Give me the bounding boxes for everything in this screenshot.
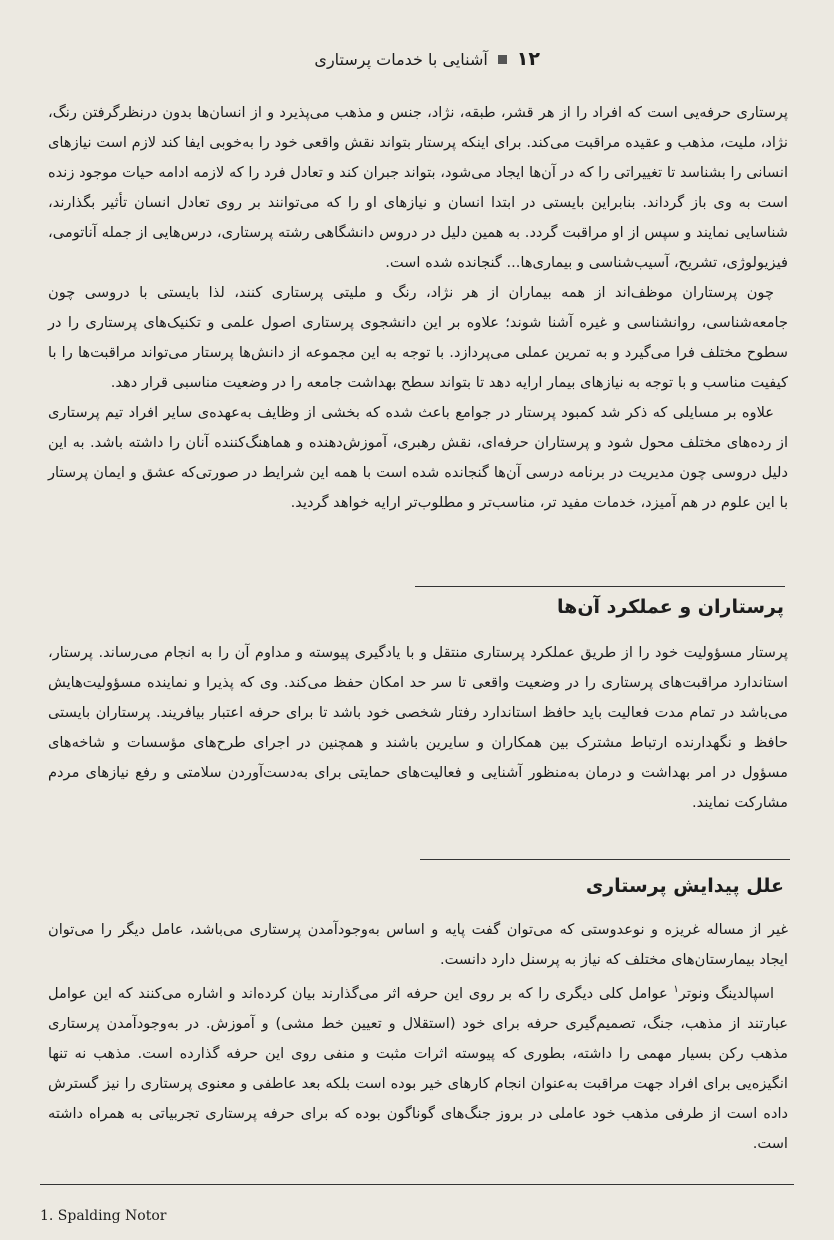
paragraph: علاوه بر مسایلی که ذکر شد کمبود پرستار در جوامع باعث شده که بخشی از وظایف به‌عهده‌ی سایر افراد تیم پرستاری از رده‌های مختلف محول شود و پرستاران حرفه‌ای، نقش رهبری، آموزش‌دهنده و هماهنگ‌کننده آنان را داشته باشد. به این دلیل دروسی چون مدیریت در برنامه درسی آن‌ها گنجانده شده است با همه این شرایط در صورتی‌که عشق و ایمان پرستار با این علوم در هم آمیزد، خدمات مفید تر، مناسب‌تر و مطلوب‌تر ارایه خواهد گردید. bbox=[48, 404, 788, 511]
square-bullet-icon bbox=[498, 55, 507, 64]
page-number: ۱۲ bbox=[516, 48, 540, 70]
paragraph bbox=[48, 975, 788, 1159]
paragraph-text: عوامل کلی دیگری را که بر روی این حرفه اثر می‌گذارند بیان کرده‌اند و اشاره می‌کنند که این عوامل عبارتند از مذهب، جنگ، تصمیم‌گیری حرفه برای خود (استقلال و تعیین خط مشی) و آموزش. در به‌وجودآمدن پرستاری مذهب رکن بسیار مهمی را داشته، بطوری که پیوسته اثرات مثبت و منفی روی این حرفه گذارده است. مذهب نه تنها انگیزه‌یی برای افراد جهت مراقبت به‌عنوان انجام کارهای خیر بوده است بلکه بعد عاطفی و معنوی پرستاری را نیز گسترش داده است از طرفی مذهب خود عاملی در بروز جنگ‌های گوناگون بوده که برای حرفه پرستاری تجربیاتی به همراه داشته است. bbox=[48, 984, 788, 1152]
section-1-text bbox=[48, 638, 788, 818]
paragraph: پرستار مسؤولیت خود را از طریق عملکرد پرستاری منتقل و با یادگیری پیوسته و مداوم آن را به انجام می‌رساند. پرستار، استاندارد مراقبت‌های پرستاری را در وضعیت واقعی تا سر حد امکان حفظ می‌کند. وی که پذیرا و نماینده مسؤولیت‌هایش می‌باشد در تمام مدت فعالیت باید حافظ استاندارد رفتار شخصی خود باشد تا برای حرفه اعتبار بیافریند. پرستاران بایستی حافظ و نگهدارنده ارتباط مشترک بین همکاران و سایرین باشند و همچنین در اجرای طرح‌های مؤسسات و شاخه‌های مسؤول در امر بهداشت و درمان به‌منظور آشنایی و فعالیت‌های حمایتی برای به‌دست‌آوردن سلامتی و رفع نیازهای مردم مشارکت نمایند. bbox=[48, 644, 788, 811]
running-title: آشنایی با خدمات پرستاری bbox=[314, 49, 488, 69]
page-header bbox=[200, 44, 540, 74]
paragraph: پرستاری حرفه‌یی است که افراد را از هر قشر، طبقه، نژاد، جنس و مذهب می‌پذیرد و از انسان‌ها بدون درنظرگرفتن رنگ، نژاد، ملیت، مذهب و عقیده مراقبت می‌کند. برای اینکه پرستار بتواند نقش واقعی خود را به‌خوبی ایفا کند لازم است نیازهای انسانی را بشناسد تا تغییراتی را که در آن‌ها ایجاد می‌شود، بتواند جبران کند و تعادل فرد را که لازمه ادامه حیات موجود زنده است به وی باز گرداند. بنابراین بایستی در ابتدا انسان و نیازهای او را که می‌توانند بر روی تعادل انسان تأثیر بگذارند، شناسایی نمایند و سپس از او مراقبت گردد. به همین دلیل در دروس دانشگاهی رشته پرستاری، درس‌هایی از جمله آناتومی، فیزیولوژی، تشریح، آسیب‌شناسی و بیماری‌ها... گنجانده شده است. bbox=[48, 104, 788, 271]
intro-text bbox=[48, 98, 788, 518]
section-heading: پرستاران و عملکرد آن‌ها bbox=[557, 596, 784, 618]
section-divider bbox=[420, 859, 790, 860]
author-name: اسپالدینگ ونوتر bbox=[678, 984, 775, 1002]
section-2-text bbox=[48, 915, 788, 1159]
section-heading: علل پیدایش پرستاری bbox=[585, 875, 784, 897]
footnote-divider bbox=[40, 1184, 794, 1185]
paragraph: چون پرستاران موظف‌اند از همه بیماران از هر نژاد، رنگ و ملیتی پرستاری کنند، لذا بایستی با دروسی چون جامعه‌شناسی، روانشناسی و غیره آشنا شوند؛ علاوه بر این دانشجوی پرستاری اصول علمی و تکنیک‌های پرستاری را در سطوح مختلف فرا می‌گیرد و به تمرین عملی می‌پردازد. با توجه به این مجموعه از دانش‌ها پرستار می‌تواند مراقبت‌ها را با کیفیت مناسب و با توجه به نیازهای بیمار ارایه دهد تا بتواند سطح بهداشت جامعه را در وضعیت مناسبی قرار دهد. bbox=[48, 284, 788, 391]
paragraph: غیر از مساله غریزه و نوعدوستی که می‌توان گفت پایه و اساس به‌وجودآمدن پرستاری می‌باشد، عامل دیگر را می‌توان ایجاد بیمارستان‌های مختلف که نیاز به پرسنل دارد دانست. bbox=[48, 921, 788, 968]
footnote: 1. Spalding Notor bbox=[40, 1208, 167, 1224]
section-divider bbox=[415, 586, 785, 587]
footnote-marker: ۱ bbox=[673, 984, 679, 995]
